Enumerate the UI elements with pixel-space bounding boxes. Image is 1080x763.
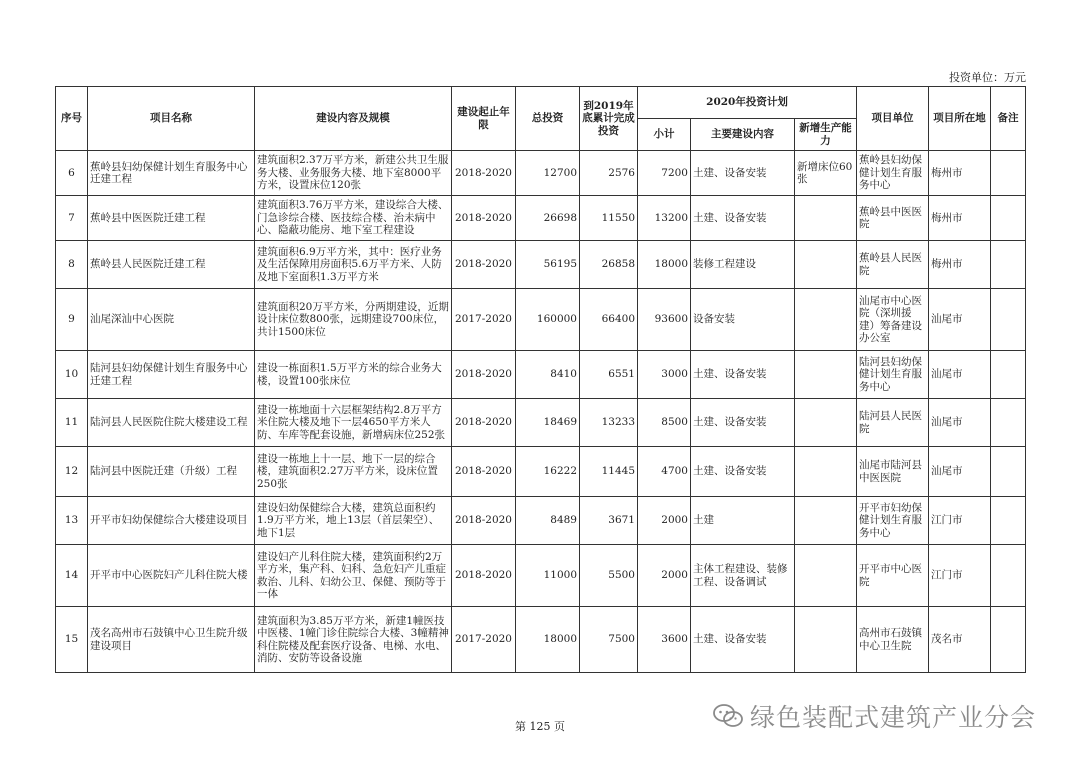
cell-cumulative: 66400 [580, 289, 638, 351]
cell-cumulative: 13233 [580, 399, 638, 447]
cell-subtotal: 7200 [638, 151, 691, 196]
cell-no: 11 [56, 399, 88, 447]
cell-no: 14 [56, 545, 88, 607]
cell-name: 蕉岭县中医医院迁建工程 [88, 196, 255, 241]
table-row [56, 351, 1026, 399]
cell-remark [991, 607, 1026, 673]
cell-subtotal: 18000 [638, 241, 691, 289]
cell-no: 10 [56, 351, 88, 399]
cell-main-content: 土建、设备安装 [691, 351, 795, 399]
cell-main-content: 土建、设备安装 [691, 151, 795, 196]
cell-name: 陆河县人民医院住院大楼建设工程 [88, 399, 255, 447]
header-content: 建设内容及规模 [255, 87, 452, 151]
cell-new-capacity [795, 196, 857, 241]
cell-cumulative: 5500 [580, 545, 638, 607]
cell-content: 建筑面积2.37万平方米，新建公共卫生服务大楼、业务服务大楼、地下室8000平方米，设置床位120张 [255, 151, 452, 196]
cell-unit: 蕉岭县中医医院 [857, 196, 929, 241]
cell-location: 汕尾市 [929, 289, 991, 351]
cell-new-capacity [795, 351, 857, 399]
cell-cumulative: 2576 [580, 151, 638, 196]
cell-location: 梅州市 [929, 151, 991, 196]
cell-period: 2018-2020 [452, 399, 516, 447]
cell-content: 建设一栋地上十一层、地下一层的综合楼，建筑面积2.27万平方米，设床位置250张 [255, 447, 452, 497]
header-unit: 项目单位 [857, 87, 929, 151]
page-number: 第 125 页 [515, 720, 565, 733]
cell-new-capacity [795, 447, 857, 497]
header-cumulative: 到2019年底累计完成投资 [580, 87, 638, 151]
cell-period: 2017-2020 [452, 289, 516, 351]
table-row [56, 196, 1026, 241]
cell-period: 2018-2020 [452, 151, 516, 196]
header-remark: 备注 [991, 87, 1026, 151]
table-row [56, 545, 1026, 607]
cell-no: 13 [56, 497, 88, 545]
cell-remark [991, 497, 1026, 545]
header-location: 项目所在地 [929, 87, 991, 151]
cell-remark [991, 196, 1026, 241]
cell-content: 建设一栋面积1.5万平方米的综合业务大楼，设置100张床位 [255, 351, 452, 399]
cell-remark [991, 399, 1026, 447]
cell-location: 江门市 [929, 497, 991, 545]
cell-new-capacity [795, 497, 857, 545]
table-row [56, 607, 1026, 673]
header-period: 建设起止年限 [452, 87, 516, 151]
cell-unit: 陆河县妇幼保健计划生育服务中心 [857, 351, 929, 399]
cell-main-content: 土建、设备安装 [691, 399, 795, 447]
cell-content: 建设妇幼保健综合大楼，建筑总面积约1.9万平方米，地上13层（首层架空）、地下1层 [255, 497, 452, 545]
cell-name: 陆河县中医院迁建（升级）工程 [88, 447, 255, 497]
cell-name: 蕉岭县人民医院迁建工程 [88, 241, 255, 289]
cell-cumulative: 11550 [580, 196, 638, 241]
table-row [56, 447, 1026, 497]
cell-total: 12700 [516, 151, 580, 196]
cell-unit: 开平市妇幼保健计划生育服务中心 [857, 497, 929, 545]
cell-name: 陆河县妇幼保健计划生育服务中心迁建工程 [88, 351, 255, 399]
cell-subtotal: 4700 [638, 447, 691, 497]
cell-subtotal: 3000 [638, 351, 691, 399]
cell-content: 建筑面积20万平方米，分两期建设，近期设计床位数800张，远期建设700床位，共计1500床位 [255, 289, 452, 351]
cell-total: 160000 [516, 289, 580, 351]
cell-no: 7 [56, 196, 88, 241]
table-row [56, 241, 1026, 289]
cell-cumulative: 3671 [580, 497, 638, 545]
cell-period: 2018-2020 [452, 447, 516, 497]
cell-content: 建筑面积6.9万平方米，其中：医疗业务及生活保障用房面积5.6万平方米、人防及地下室面积1.3万平方米 [255, 241, 452, 289]
cell-content: 建筑面积3.76万平方米，建设综合大楼、门急诊综合楼、医技综合楼、治未病中心、隐蔽功能房、地下室工程建设 [255, 196, 452, 241]
cell-remark [991, 241, 1026, 289]
cell-location: 茂名市 [929, 607, 991, 673]
cell-cumulative: 7500 [580, 607, 638, 673]
header-new-capacity: 新增生产能力 [795, 119, 857, 151]
cell-subtotal: 93600 [638, 289, 691, 351]
cell-name: 茂名高州市石鼓镇中心卫生院升级建设项目 [88, 607, 255, 673]
cell-unit: 汕尾市中心医院（深圳援建）筹备建设办公室 [857, 289, 929, 351]
cell-remark [991, 447, 1026, 497]
cell-remark [991, 151, 1026, 196]
investment-unit-note: 投资单位：万元 [949, 71, 1026, 84]
cell-main-content: 装修工程建设 [691, 241, 795, 289]
cell-total: 11000 [516, 545, 580, 607]
cell-no: 12 [56, 447, 88, 497]
cell-name: 汕尾深汕中心医院 [88, 289, 255, 351]
cell-unit: 陆河县人民医院 [857, 399, 929, 447]
cell-new-capacity [795, 289, 857, 351]
cell-location: 梅州市 [929, 196, 991, 241]
cell-period: 2018-2020 [452, 497, 516, 545]
header-name: 项目名称 [88, 87, 255, 151]
cell-new-capacity [795, 399, 857, 447]
cell-cumulative: 26858 [580, 241, 638, 289]
cell-total: 16222 [516, 447, 580, 497]
cell-location: 江门市 [929, 545, 991, 607]
header-no: 序号 [56, 87, 88, 151]
cell-no: 15 [56, 607, 88, 673]
cell-main-content: 土建、设备安装 [691, 196, 795, 241]
cell-name: 蕉岭县妇幼保健计划生育服务中心迁建工程 [88, 151, 255, 196]
cell-cumulative: 6551 [580, 351, 638, 399]
cell-name: 开平市妇幼保健综合大楼建设项目 [88, 497, 255, 545]
cell-new-capacity [795, 545, 857, 607]
wechat-icon [712, 703, 744, 729]
cell-unit: 蕉岭县妇幼保健计划生育服务中心 [857, 151, 929, 196]
cell-subtotal: 2000 [638, 497, 691, 545]
watermark [712, 698, 1036, 734]
cell-cumulative: 11445 [580, 447, 638, 497]
table-row [56, 399, 1026, 447]
table-row [56, 497, 1026, 545]
cell-period: 2018-2020 [452, 351, 516, 399]
cell-total: 18469 [516, 399, 580, 447]
header-main-content: 主要建设内容 [691, 119, 795, 151]
table-row [56, 151, 1026, 196]
cell-main-content: 土建、设备安装 [691, 447, 795, 497]
cell-main-content: 主体工程建设、装修工程、设备调试 [691, 545, 795, 607]
cell-subtotal: 2000 [638, 545, 691, 607]
header-total: 总投资 [516, 87, 580, 151]
cell-content: 建设一栋地面十六层框架结构2.8万平方米住院大楼及地下一层4650平方米人防、车库等配套设施，新增病床位252张 [255, 399, 452, 447]
cell-new-capacity: 新增床位60张 [795, 151, 857, 196]
cell-main-content: 土建 [691, 497, 795, 545]
cell-location: 梅州市 [929, 241, 991, 289]
cell-unit: 开平市中心医院 [857, 545, 929, 607]
cell-unit: 蕉岭县人民医院 [857, 241, 929, 289]
cell-total: 26698 [516, 196, 580, 241]
cell-name: 开平市中心医院妇产儿科住院大楼 [88, 545, 255, 607]
cell-new-capacity [795, 607, 857, 673]
cell-total: 8489 [516, 497, 580, 545]
cell-subtotal: 13200 [638, 196, 691, 241]
cell-total: 18000 [516, 607, 580, 673]
cell-location: 汕尾市 [929, 351, 991, 399]
cell-no: 6 [56, 151, 88, 196]
cell-period: 2018-2020 [452, 241, 516, 289]
cell-location: 汕尾市 [929, 399, 991, 447]
cell-total: 8410 [516, 351, 580, 399]
cell-main-content: 土建、设备安装 [691, 607, 795, 673]
cell-period: 2018-2020 [452, 545, 516, 607]
cell-period: 2017-2020 [452, 607, 516, 673]
cell-content: 建设妇产儿科住院大楼，建筑面积约2万平方米，集产科、妇科、急危妇产儿重症救治、儿科、妇幼公卫、保健、预防等于一体 [255, 545, 452, 607]
cell-content: 建筑面积为3.85万平方米，新建1幢医技中医楼、1幢门诊住院综合大楼、3幢精神科住院楼及配套医疗设备、电梯、水电、消防、安防等设备设施 [255, 607, 452, 673]
cell-period: 2018-2020 [452, 196, 516, 241]
cell-remark [991, 351, 1026, 399]
cell-main-content: 设备安装 [691, 289, 795, 351]
cell-new-capacity [795, 241, 857, 289]
cell-location: 汕尾市 [929, 447, 991, 497]
cell-subtotal: 8500 [638, 399, 691, 447]
cell-remark [991, 289, 1026, 351]
cell-remark [991, 545, 1026, 607]
cell-total: 56195 [516, 241, 580, 289]
cell-unit: 高州市石鼓镇中心卫生院 [857, 607, 929, 673]
cell-no: 8 [56, 241, 88, 289]
project-table [55, 86, 1026, 673]
header-subtotal: 小计 [638, 119, 691, 151]
watermark-text: 绿色装配式建筑产业分会 [750, 703, 1037, 732]
cell-subtotal: 3600 [638, 607, 691, 673]
header-plan-2020: 2020年投资计划 [638, 87, 857, 119]
table-row [56, 289, 1026, 351]
cell-no: 9 [56, 289, 88, 351]
cell-unit: 汕尾市陆河县中医医院 [857, 447, 929, 497]
